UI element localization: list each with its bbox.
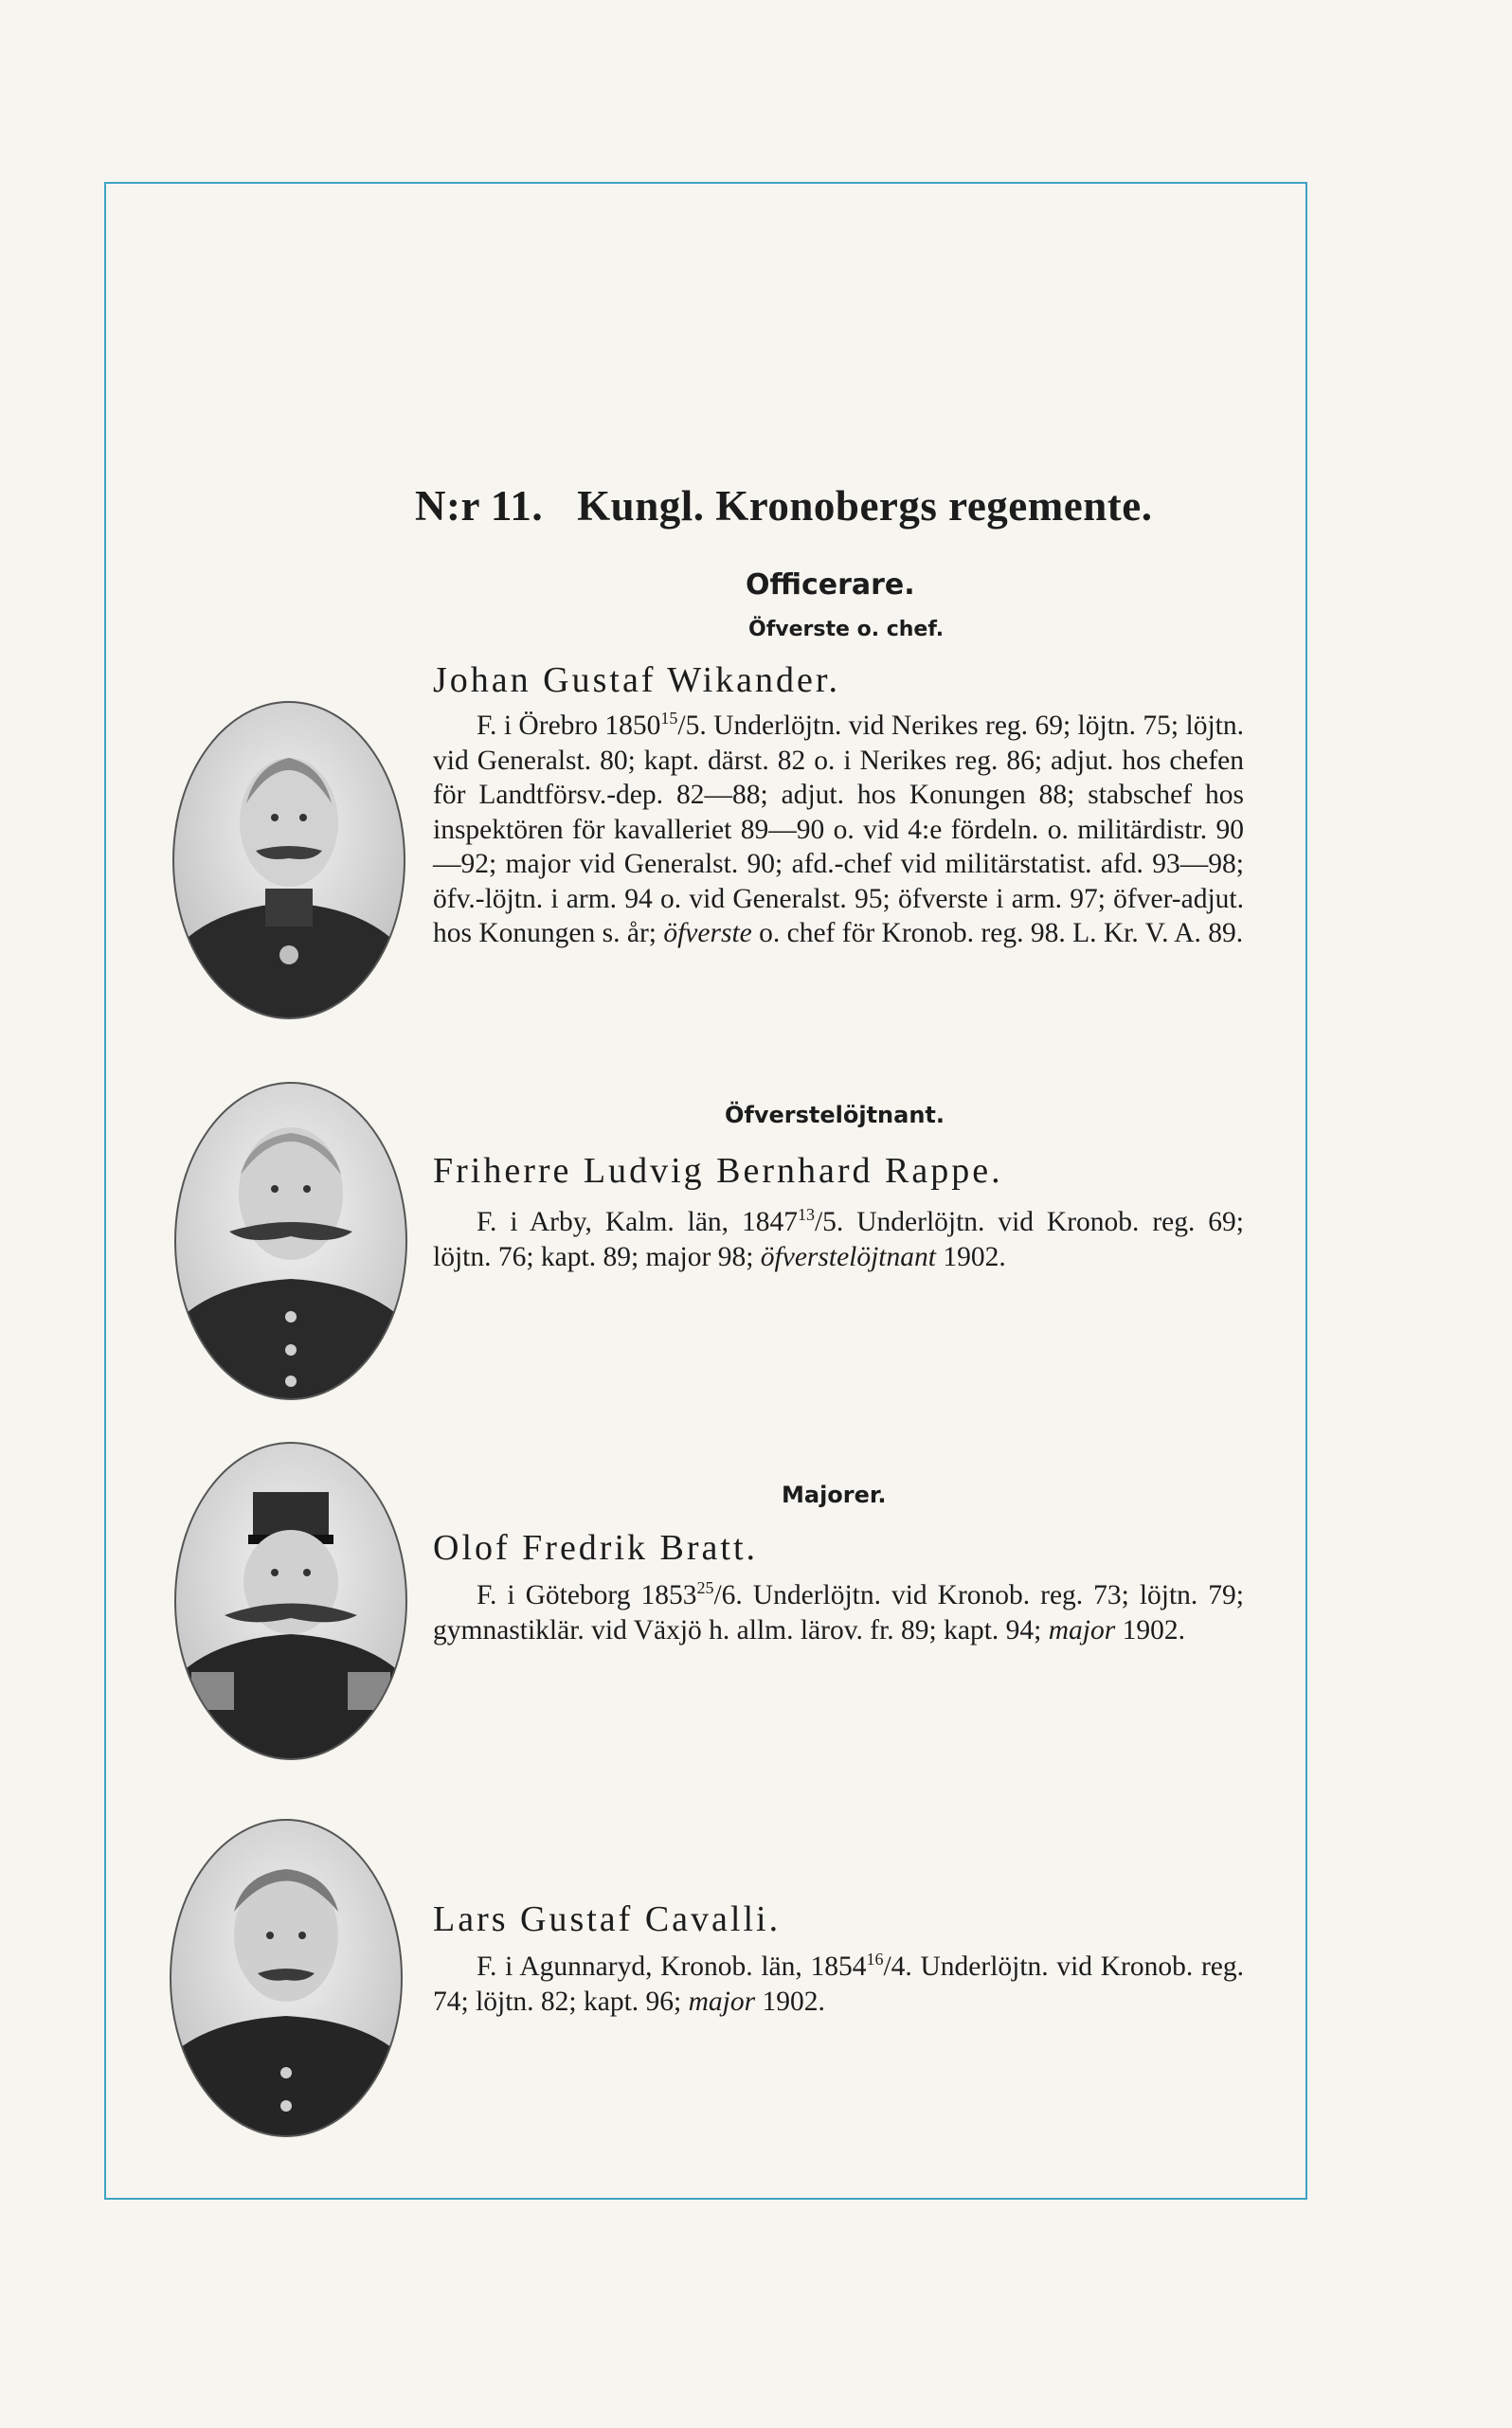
portrait-rappe (172, 1080, 409, 1402)
portrait-wikander (171, 699, 407, 1021)
entry-biography: F. i Örebro 1850$^{15}$/5. Underlöjtn. vid Nerikes reg. 69; löjtn. 75; löjtn. vid Generalst. 80; kapt. därst. 82 o. i Nerikes reg. 86; adjut. hos chefen för Landtförsv.-dep. 82—88; adjut. hos Konungen 88; stabschef hos inspektören för kavalleriet 89—90 o. vid 4:e fördeln. o. militärdistr. 90—92; major vid Generalst. 90; afd.-chef vid militärstatist. afd. 93—98; öfv.-löjtn. i arm. 94 o. vid Generalst. 95; öfverste i arm. 97; öfver-adjut. hos Konungen s. år; öfverste o. chef för Kronob. reg. 98. L. Kr. V. A. 89. (433, 709, 1244, 948)
page-title (415, 481, 1249, 531)
entry-name: Lars Gustaf Cavalli. (433, 1899, 782, 1939)
entry-name: Friherre Ludvig Bernhard Rappe. (433, 1151, 1003, 1191)
section-heading-majors: Majorer. (782, 1482, 887, 1508)
section-heading-chief: Öfverste o. chef. (748, 618, 945, 641)
section-heading-officers: Officerare. (746, 568, 915, 602)
section-heading-ltcol: Öfverstelöjtnant. (725, 1102, 945, 1128)
portrait-cavalli (168, 1817, 405, 2139)
entry-name: Olof Fredrik Bratt. (433, 1528, 759, 1568)
entry-biography: F. i Agunnaryd, Kronob. län, 1854$^{16}$/4. Underlöjtn. vid Kronob. reg. 74; löjtn. 82; kapt. 96; major 1902. (433, 1950, 1244, 2017)
entry-biography: F. i Göteborg 1853$^{25}$/6. Underlöjtn. vid Kronob. reg. 73; löjtn. 79; gymnastiklär. vid Växjö h. allm. lärov. fr. 89; kapt. 94; major 1902. (433, 1578, 1244, 1646)
portrait-bratt (172, 1440, 409, 1762)
entry-biography: F. i Arby, Kalm. län, 1847$^{13}$/5. Underlöjtn. vid Kronob. reg. 69; löjtn. 76; kapt. 89; major 98; öfverstelöjtnant 1902. (433, 1205, 1244, 1272)
regiment-number: N:r 11. (415, 482, 544, 530)
entry-name: Johan Gustaf Wikander. (433, 660, 840, 700)
regiment-name: Kungl. Kronobergs regemente. (577, 482, 1153, 530)
